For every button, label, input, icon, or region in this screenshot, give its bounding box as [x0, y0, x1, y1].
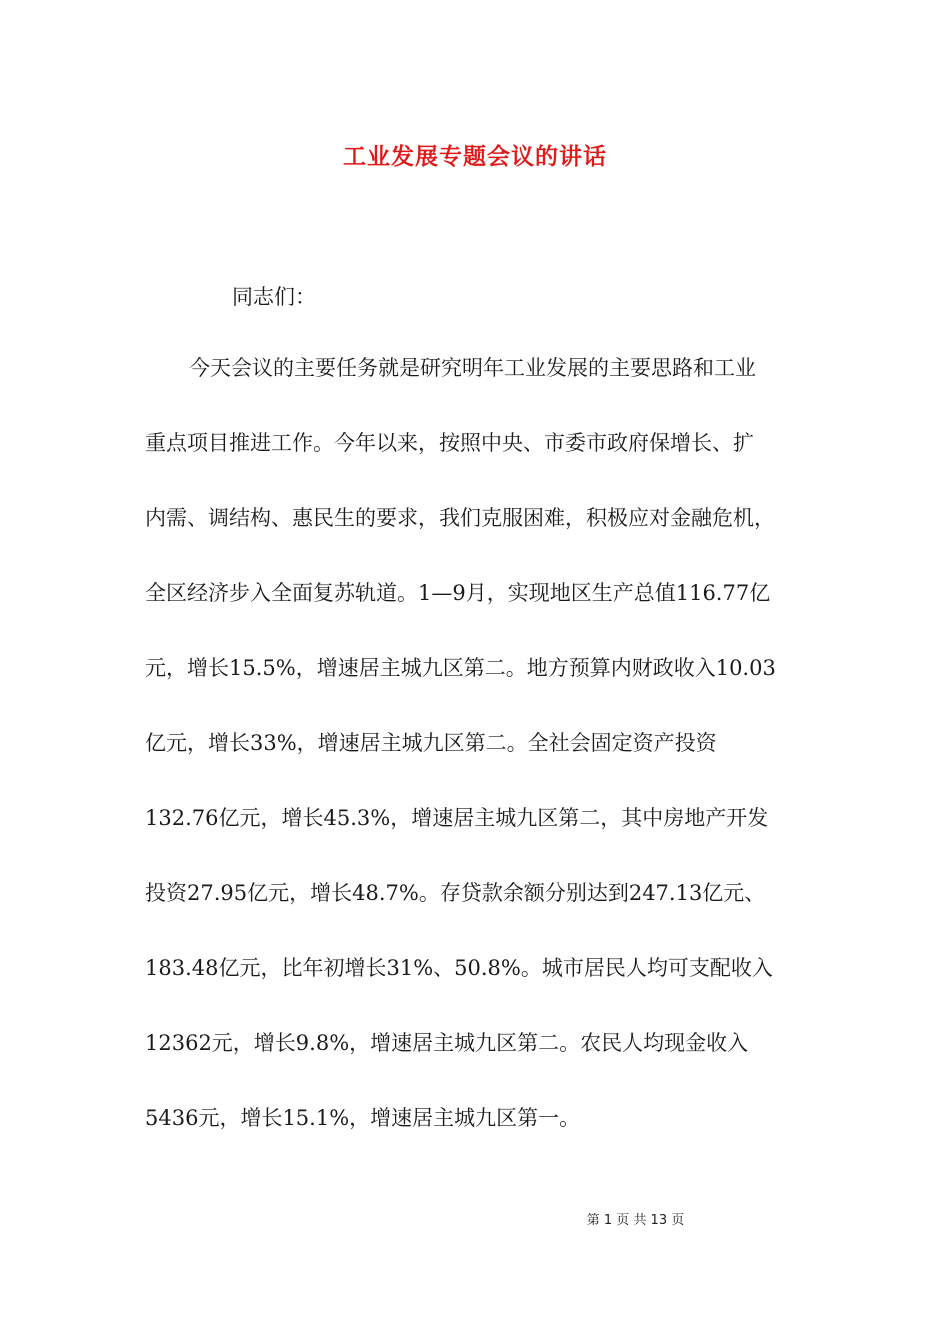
- paragraph-line: 全区经济步入全面复苏轨道。1—9月，实现地区生产总值116.77亿: [145, 581, 771, 605]
- paragraph-line: 元，增长15.5%，增速居主城九区第二。地方预算内财政收入10.03: [145, 656, 776, 680]
- body-paragraph: [145, 353, 815, 1178]
- paragraph-line: 亿元，增长33%，增速居主城九区第二。全社会固定资产投资: [145, 731, 717, 755]
- paragraph-line: 132.76亿元，增长45.3%，增速居主城九区第二，其中房地产开发: [145, 806, 769, 830]
- paragraph-line: 5436元，增长15.1%，增速居主城九区第一。: [145, 1106, 581, 1130]
- paragraph-line: 183.48亿元，比年初增长31%、50.8%。城市居民人均可支配收入: [145, 956, 773, 980]
- page-number: 第 1 页 共 13 页: [586, 1213, 685, 1228]
- paragraph-line: 重点项目推进工作。今年以来，按照中央、市委市政府保增长、扩: [145, 431, 754, 455]
- paragraph-line: 投资27.95亿元，增长48.7%。存贷款余额分别达到247.13亿元、: [145, 881, 766, 905]
- document-title: 工业发展专题会议的讲话: [343, 144, 607, 170]
- paragraph-line: 今天会议的主要任务就是研究明年工业发展的主要思路和工业: [189, 356, 756, 380]
- salutation: 同志们：: [232, 285, 316, 309]
- paragraph-line: 12362元，增长9.8%，增速居主城九区第二。农民人均现金收入: [145, 1031, 749, 1055]
- paragraph-line: 内需、调结构、惠民生的要求，我们克服困难，积极应对金融危机，: [145, 506, 775, 530]
